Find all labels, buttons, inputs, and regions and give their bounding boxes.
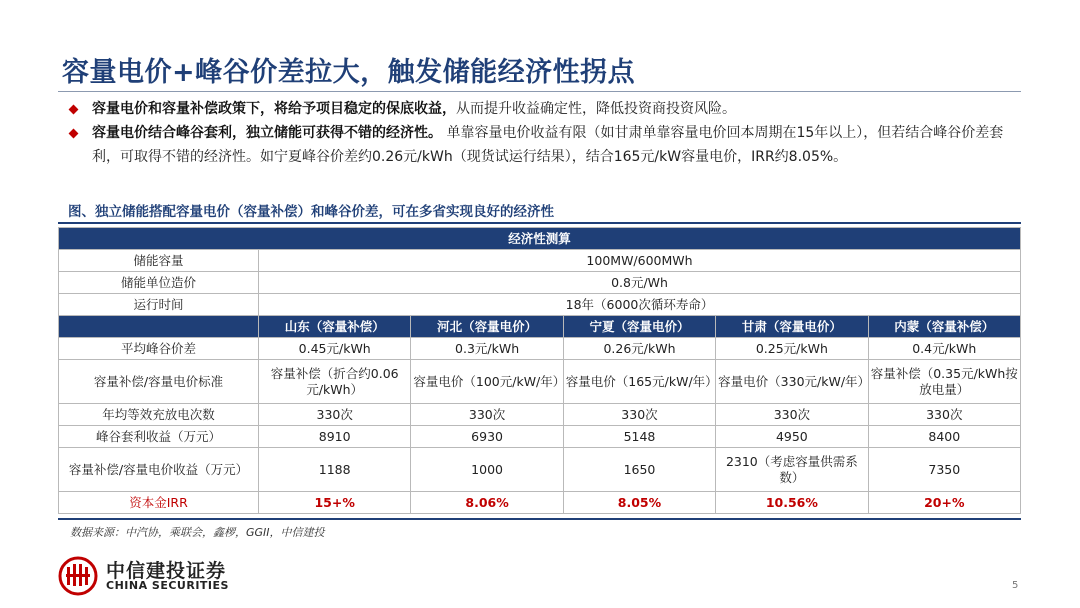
page-number: 5 [1012,580,1019,591]
table-bottom-rule [58,518,1021,520]
title-divider [58,91,1021,92]
bullet-list [66,97,1021,169]
figure-caption: 图、独立储能搭配容量电价（容量补偿）和峰谷价差，可在多省实现良好的经济性 [68,204,554,220]
diamond-bullet-icon [69,129,79,139]
province-header: 宁夏（容量电价） [563,316,715,338]
row-label: 储能容量 [59,250,259,272]
company-logo [58,556,248,596]
bullet-bold-text: 容量电价和容量补偿政策下，将给予项目稳定的保底收益， [92,101,456,117]
row-label: 资本金IRR [59,492,259,514]
table-cell: 1188 [259,448,411,492]
row-label: 平均峰谷价差 [59,338,259,360]
table-cell: 容量电价（330元/kW/年） [716,360,868,404]
table-cell: 100MW/600MWh [259,250,1021,272]
table-cell: 容量电价（165元/kW/年） [563,360,715,404]
table-cell: 0.45元/kWh [259,338,411,360]
bullet-text: 从而提升收益确定性，降低投资商投资风险。 [456,101,736,117]
row-label: 容量补偿/容量电价收益（万元） [59,448,259,492]
table-cell: 330次 [716,404,868,426]
table-cell: 容量电价（100元/kW/年） [411,360,563,404]
table-cell: 6930 [411,426,563,448]
table-cell: 7350 [868,448,1020,492]
irr-row [59,492,1021,514]
province-header: 甘肃（容量电价） [716,316,868,338]
table-row [59,338,1021,360]
table-cell: 1000 [411,448,563,492]
bullet-item [66,97,1021,121]
table-cell: 330次 [868,404,1020,426]
logo-chinese-text: 中信建投证券 [106,560,227,582]
table-row [59,404,1021,426]
table-row [59,448,1021,492]
table-cell: 2310（考虑容量供需系数） [716,448,868,492]
row-label: 储能单位造价 [59,272,259,294]
figure-divider [58,222,1021,224]
page-title: 容量电价+峰谷价差拉大，触发储能经济性拐点 [62,57,636,88]
table-cell: 8400 [868,426,1020,448]
table-cell: 18年（6000次循环寿命） [259,294,1021,316]
data-source-note: 数据来源：中汽协，乘联会，鑫椤，GGII，中信建投 [70,526,325,539]
row-label: 峰谷套利收益（万元） [59,426,259,448]
diamond-bullet-icon [69,105,79,115]
irr-value: 8.05% [563,492,715,514]
table-section-header: 经济性测算 [59,228,1021,250]
table-cell: 容量补偿（折合约0.06元/kWh） [259,360,411,404]
irr-value: 8.06% [411,492,563,514]
table-cell: 330次 [563,404,715,426]
row-label: 运行时间 [59,294,259,316]
province-header-row [59,316,1021,338]
province-header: 山东（容量补偿） [259,316,411,338]
province-header: 河北（容量电价） [411,316,563,338]
table-cell: 4950 [716,426,868,448]
table-cell: 容量补偿（0.35元/kWh按放电量） [868,360,1020,404]
table-cell: 0.25元/kWh [716,338,868,360]
table-cell: 1650 [563,448,715,492]
table-cell: 330次 [259,404,411,426]
row-label: 容量补偿/容量电价标准 [59,360,259,404]
bullet-bold-text: 容量电价结合峰谷套利，独立储能可获得不错的经济性。 [92,125,442,141]
province-header: 内蒙（容量补偿） [868,316,1020,338]
table-row [59,294,1021,316]
table-row [59,250,1021,272]
table-row [59,360,1021,404]
table-row [59,426,1021,448]
table-row [59,272,1021,294]
irr-value: 15+% [259,492,411,514]
citic-logo-icon [58,556,100,596]
table-cell: 0.4元/kWh [868,338,1020,360]
table-cell: 0.8元/Wh [259,272,1021,294]
economics-table [58,227,1021,514]
table-cell: 330次 [411,404,563,426]
table-header-row [59,228,1021,250]
header-blank-cell [59,316,259,338]
bullet-text: 单靠容量电价收益有限（如甘肃单靠容量电价回本周期在15年以上），但若结合峰谷价差套利，可取得不错的经济性。如宁夏峰谷价差约0.26元/kWh（现货试运行结果），结合165元/kW容量电价，IRR约8.05%。 [92,125,1004,165]
row-label: 年均等效充放电次数 [59,404,259,426]
logo-english-text: CHINA SECURITIES [106,579,229,592]
table-cell: 0.3元/kWh [411,338,563,360]
table-cell: 5148 [563,426,715,448]
table-cell: 8910 [259,426,411,448]
irr-value: 20+% [868,492,1020,514]
irr-value: 10.56% [716,492,868,514]
table-cell: 0.26元/kWh [563,338,715,360]
bullet-item [66,121,1021,169]
